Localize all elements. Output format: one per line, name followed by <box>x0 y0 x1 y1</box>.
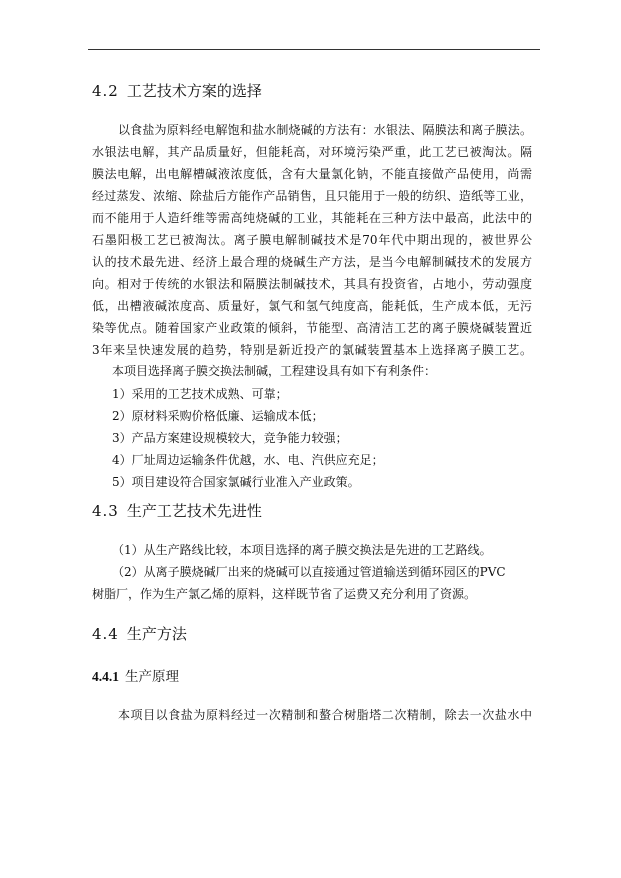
subsection-number: 4.4.1 <box>92 669 119 684</box>
paragraph-line: 低，出槽液碱浓度高、质量好，氯气和氢气纯度高，能耗低，生产成本低，无污 <box>92 299 532 313</box>
list-item: 4）厂址周边运输条件优越，水、电、汽供应充足； <box>112 453 384 467</box>
list-item: 2）原材料采购价格低廉、运输成本低； <box>112 409 324 423</box>
section-title: 生产方法 <box>126 625 187 643</box>
subsection-heading-4-4-1 <box>92 665 179 685</box>
section-number: 4.2 <box>92 82 119 100</box>
section-title: 工艺技术方案的选择 <box>126 82 262 100</box>
paragraph-line: 水银法电解，其产品质量好，但能耗高，对环境污染严重，此工艺已被淘汰。隔 <box>92 145 532 159</box>
paragraph-line: 认的技术最先进、经济上最合理的烧碱生产方法，是当今电解制碱技术的发展方 <box>92 255 532 269</box>
paragraph-line: 以食盐为原料经电解饱和盐水制烧碱的方法有：水银法、隔膜法和离子膜法。 <box>118 123 532 137</box>
paragraph-line: 而不能用于人造纤维等需高纯烧碱的工业，其能耗在三种方法中最高，此法中的 <box>92 211 532 225</box>
list-item: 1）采用的工艺技术成熟、可靠； <box>112 387 288 401</box>
paragraph-line: 本项目以食盐为原料经过一次精制和螯合树脂塔二次精制，除去一次盐水中 <box>118 708 532 722</box>
section-number: 4.4 <box>92 625 119 643</box>
paragraph-line: 石墨阳极工艺已被淘汰。离子膜电解制碱技术是70年代中期出现的，被世界公 <box>92 233 532 247</box>
paragraph-line: 树脂厂，作为生产氯乙烯的原料，这样既节省了运费又充分利用了资源。 <box>92 587 477 601</box>
paragraph-line: 染等优点。随着国家产业政策的倾斜，节能型、高清洁工艺的离子膜烧碱装置近 <box>92 321 532 335</box>
subsection-title: 生产原理 <box>125 669 179 685</box>
paragraph-line: （2）从离子膜烧碱厂出来的烧碱可以直接通过管道输送到循环园区的PVC <box>112 565 506 579</box>
paragraph-line: 经过蒸发、浓缩、除盐后方能作产品销售，且只能用于一般的纺织、造纸等工业， <box>92 189 532 203</box>
paragraph-line: 3年来呈快速发展的趋势，特别是新近投产的氯碱装置基本上选择离子膜工艺。 <box>92 343 532 357</box>
paragraph-line: 向。相对于传统的水银法和隔膜法制碱技术，其具有投资省，占地小，劳动强度 <box>92 277 532 291</box>
list-item: 3）产品方案建设规模较大，竞争能力较强； <box>112 431 348 445</box>
paragraph-line: 本项目选择离子膜交换法制碱，工程建设具有如下有利条件： <box>112 364 437 378</box>
section-title: 生产工艺技术先进性 <box>126 502 262 520</box>
paragraph-line: （1）从生产路线比较，本项目选择的离子膜交换法是先进的工艺路线。 <box>112 543 492 557</box>
section-heading-4-3 <box>92 500 262 521</box>
section-heading-4-4 <box>92 623 187 644</box>
section-heading-4-2 <box>92 80 262 101</box>
section-number: 4.3 <box>92 502 119 520</box>
paragraph-line: 膜法电解，出电解槽碱液浓度低，含有大量氯化钠，不能直接做产品使用，尚需 <box>92 167 532 181</box>
header-rule <box>88 49 540 50</box>
list-item: 5）项目建设符合国家氯碱行业准入产业政策。 <box>112 475 360 489</box>
